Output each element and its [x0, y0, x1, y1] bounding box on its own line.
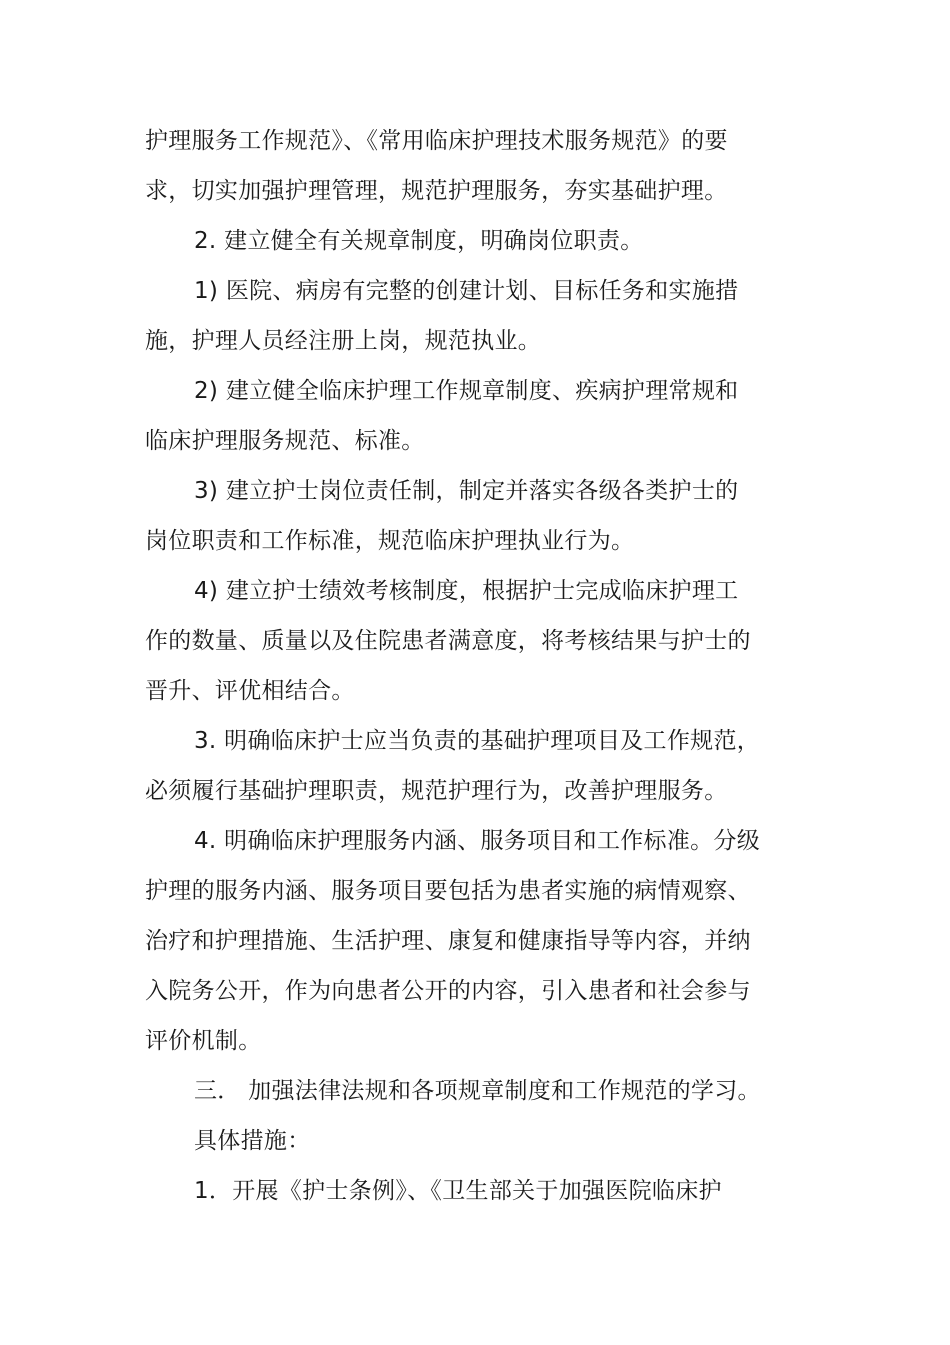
text-line: 临床护理服务规范、标准。	[145, 428, 425, 454]
text-line: 求，切实加强护理管理，规范护理服务，夯实基础护理。	[145, 178, 728, 204]
text-line: 护理服务工作规范》、《常用临床护理技术服务规范》的要	[145, 128, 728, 154]
text-line: 必须履行基础护理职责，规范护理行为，改善护理服务。	[145, 778, 728, 804]
text-line: 3) 建立护士岗位责任制，制定并落实各级各类护士的	[194, 478, 739, 504]
text-line: 评价机制。	[145, 1028, 262, 1054]
text-line: 1．开展《护士条例》、《卫生部关于加强医院临床护	[194, 1178, 722, 1204]
text-line: 治疗和护理措施、生活护理、康复和健康指导等内容，并纳	[145, 928, 751, 954]
text-line: 4) 建立护士绩效考核制度，根据护士完成临床护理工	[194, 578, 739, 604]
text-line: 护理的服务内涵、服务项目要包括为患者实施的病情观察、	[145, 878, 751, 904]
text-line: 作的数量、质量以及住院患者满意度，将考核结果与护士的	[145, 628, 751, 654]
section-heading: 三． 加强法律法规和各项规章制度和工作规范的学习。	[194, 1078, 761, 1104]
text-line: 3. 明确临床护士应当负责的基础护理项目及工作规范，	[194, 728, 761, 754]
text-line: 入院务公开，作为向患者公开的内容，引入患者和社会参与	[145, 978, 751, 1004]
text-line: 1) 医院、病房有完整的创建计划、目标任务和实施措	[194, 278, 739, 304]
text-line: 施，护理人员经注册上岗，规范执业。	[145, 328, 542, 354]
text-line: 晋升、评优相结合。	[145, 678, 355, 704]
text-line: 4. 明确临床护理服务内涵、服务项目和工作标准。分级	[194, 828, 761, 854]
text-line: 2. 建立健全有关规章制度，明确岗位职责。	[194, 228, 644, 254]
text-line: 具体措施：	[194, 1128, 311, 1154]
text-line: 2) 建立健全临床护理工作规章制度、疾病护理常规和	[194, 378, 739, 404]
text-line: 岗位职责和工作标准，规范临床护理执业行为。	[145, 528, 635, 554]
